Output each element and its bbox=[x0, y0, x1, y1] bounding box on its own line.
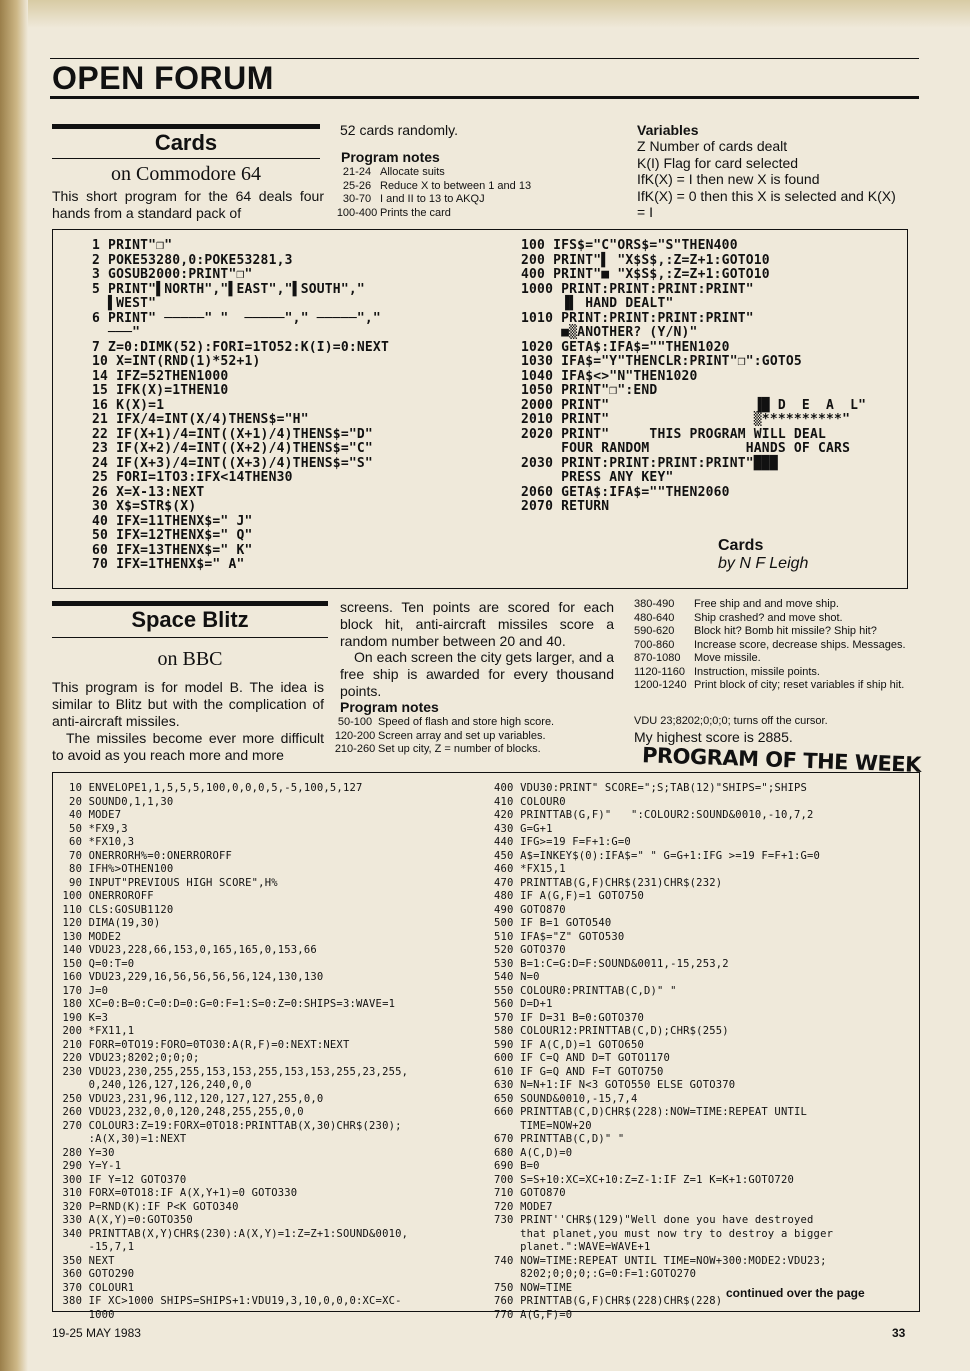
code-line: 150 Q=0:T=0 bbox=[56, 957, 135, 970]
program-note-row bbox=[332, 716, 628, 730]
code-line: 550 COLOUR0:PRINTTAB(C,D)" " bbox=[494, 984, 677, 997]
program-note-range: 480-640 bbox=[634, 611, 675, 624]
code-line: 660 PRINTTAB(C,D)CHR$(228):NOW=TIME:REPEAT UNTIL bbox=[494, 1106, 808, 1118]
code-line: 60 IFX=13THENX$=" K" bbox=[92, 542, 253, 558]
code-line: 200 PRINT"▌ "X$S$,:Z=Z+1:GOTO10 bbox=[521, 252, 770, 268]
code-line: 50 IFX=12THENX$=" Q" bbox=[92, 528, 253, 543]
code-line: 290 Y=Y-1 bbox=[56, 1160, 122, 1172]
code-line: 80 IFH%>OTHEN100 bbox=[56, 863, 174, 875]
program-note-desc: Reduce X to between 1 and 13 bbox=[380, 179, 532, 192]
code-line: 10 ENVELOPE1,1,5,5,5,100,0,0,0,5,-5,100,5,127 bbox=[56, 782, 363, 794]
code-line: 350 NEXT bbox=[56, 1254, 115, 1267]
code-line: 560 D=D+1 bbox=[494, 998, 553, 1010]
program-note-range: 1200-1240 bbox=[634, 679, 687, 691]
page-spine-shadow bbox=[0, 0, 28, 1371]
program-note-row bbox=[334, 193, 624, 207]
cards-credit-author: by N F Leigh bbox=[718, 555, 809, 572]
blitz-title-rule bbox=[52, 601, 328, 606]
code-line: 20 SOUND0,1,1,30 bbox=[56, 795, 174, 808]
code-line: 160 VDU23,229,16,56,56,56,56,124,130,130 bbox=[56, 971, 324, 983]
code-line: 440 IFG>=19 F=F+1:G=0 bbox=[494, 836, 631, 848]
code-line: 760 PRINTTAB(G,F)CHR$(228)CHR$(228) bbox=[494, 1295, 723, 1307]
code-line: 480 IF A(G,F)=1 GOTO750 bbox=[494, 890, 644, 902]
program-note-desc: Screen array and set up variables. bbox=[378, 729, 546, 742]
program-note-range: 590-620 bbox=[634, 625, 675, 637]
program-note-range: 700-860 bbox=[634, 638, 675, 651]
program-note-desc: Free ship and and move ship. bbox=[694, 598, 839, 610]
cards-code-left bbox=[92, 239, 389, 573]
program-note-desc: Allocate suits bbox=[380, 166, 445, 178]
code-line: 370 COLOUR1 bbox=[56, 1281, 135, 1294]
cards-subtitle: on Commodore 64 bbox=[111, 163, 261, 185]
cards-credit-title: Cards bbox=[718, 537, 764, 554]
code-line: 5 PRINT"▌NORTH","▌EAST","▌SOUTH"," bbox=[92, 281, 365, 297]
program-note-desc: Move missile. bbox=[694, 652, 761, 664]
cards-intro: This short program for the 64 deals four hands from a standard pack of bbox=[52, 188, 324, 221]
code-line: 470 PRINTTAB(G,F)CHR$(231)CHR$(232) bbox=[494, 876, 723, 889]
code-line: 400 PRINT"■ "X$S$,:Z=Z+1:GOTO10 bbox=[521, 267, 770, 282]
code-line: planet.":WAVE=WAVE+1 bbox=[494, 1241, 651, 1253]
code-line: 100 IFS$="C"ORS$="S"THEN400 bbox=[521, 238, 738, 253]
code-line: 600 IF C=Q AND D=T GOTO1170 bbox=[494, 1052, 671, 1064]
code-line: 690 B=0 bbox=[494, 1160, 540, 1172]
code-line: ▌WEST" bbox=[92, 296, 157, 311]
program-note-range: 1120-1160 bbox=[634, 665, 685, 678]
code-line: 1040 IFA$<>"N"THEN1020 bbox=[521, 368, 698, 384]
code-line: 25 FORI=1TO3:IFX<14THEN30 bbox=[92, 470, 293, 485]
blitz-middle-text-2: On each screen the city gets larger, and a free ship is awarded for every thousand points. bbox=[340, 649, 614, 699]
program-note-row bbox=[334, 166, 624, 180]
code-line: 190 K=3 bbox=[56, 1011, 109, 1024]
blitz-notes-mid-list bbox=[332, 716, 628, 757]
code-line: 2020 PRINT" THIS PROGRAM WILL DEAL bbox=[521, 426, 827, 442]
program-note-row bbox=[332, 730, 628, 744]
variable-line: IfK(X) = 0 then this X is selected and K(X) bbox=[637, 187, 896, 204]
program-of-the-week-banner: PROGRAM OF THE WEEK bbox=[641, 743, 922, 777]
program-note-desc: Ship crashed? and move shot. bbox=[694, 611, 843, 624]
blitz-intro: This program is for model B. The idea is similar to Blitz but with the complication of anti-aircraft missiles. bbox=[52, 679, 324, 729]
code-line: 2 POKE53280,0:POKE53281,3 bbox=[92, 252, 293, 268]
code-line: 520 GOTO370 bbox=[494, 944, 566, 956]
code-line: 40 IFX=11THENX$=" J" bbox=[92, 513, 253, 529]
program-note-range: 25-26 bbox=[342, 179, 372, 192]
code-line: 230 VDU23,230,255,255,153,153,255,153,153,255,23,255, bbox=[56, 1065, 409, 1078]
code-line: 8202;0;0;0;:G=0:F=1:GOTO270 bbox=[494, 1268, 697, 1280]
variable-line: IfK(X) = I then new X is found bbox=[637, 171, 820, 187]
cards-intro-continued: 52 cards randomly. bbox=[340, 122, 459, 138]
code-line: 2070 RETURN bbox=[521, 499, 610, 514]
code-line: 420 PRINTTAB(G,F)" ":COLOUR2:SOUND&0010,-10,7,2 bbox=[494, 809, 814, 821]
code-line: 570 IF D=31 B=0:GOTO370 bbox=[494, 1011, 644, 1024]
blitz-title-underline bbox=[52, 637, 328, 638]
code-line: 50 *FX9,3 bbox=[56, 822, 128, 835]
code-line: 2060 GETA$:IFA$=""THEN2060 bbox=[521, 484, 730, 500]
program-note-row bbox=[634, 625, 916, 639]
blitz-vdu-note: VDU 23;8202;0;0;0; turns off the cursor. bbox=[634, 715, 828, 727]
code-line: 26 X=X-13:NEXT bbox=[92, 484, 205, 500]
code-line: 2000 PRINT" ▐█ D E A L" bbox=[521, 397, 867, 413]
code-line: TIME=NOW+20 bbox=[494, 1119, 592, 1132]
code-line: 650 SOUND&0010,-15,7,4 bbox=[494, 1092, 638, 1105]
header-rule-bottom bbox=[50, 96, 919, 99]
program-note-row bbox=[634, 679, 916, 693]
section-title: OPEN FORUM bbox=[52, 60, 274, 96]
code-line: 510 IFA$="Z" GOTO530 bbox=[494, 930, 625, 943]
cards-title-underline bbox=[52, 158, 320, 159]
code-line: 1050 PRINT"❒":END bbox=[521, 383, 658, 398]
variable-line: Z Number of cards dealt bbox=[637, 138, 788, 154]
code-line: 260 VDU23,232,0,0,120,248,255,255,0,0 bbox=[56, 1106, 304, 1118]
code-line: 1000 PRINT:PRINT:PRINT:PRINT" bbox=[521, 281, 754, 297]
code-line: 770 A(G,F)=0 bbox=[494, 1308, 573, 1321]
code-line: 720 MODE7 bbox=[494, 1200, 553, 1213]
code-line: 24 IF(X+3)/4=INT((X+3)/4)THENS$="S" bbox=[92, 455, 373, 471]
code-line: 0,240,126,127,126,240,0,0 bbox=[56, 1079, 252, 1091]
code-line: 300 IF Y=12 GOTO370 bbox=[56, 1173, 187, 1186]
code-line: 310 FORX=0TO18:IF A(X,Y+1)=0 GOTO330 bbox=[56, 1187, 298, 1199]
blitz-notes-heading: Program notes bbox=[340, 699, 439, 715]
code-line: -15,7,1 bbox=[56, 1241, 135, 1253]
blitz-notes-right-list bbox=[634, 598, 916, 693]
code-line: 180 XC=0:B=0:C=0:D=0:G=0:F=1:S=0:Z=0:SHIPS=3:WAVE=1 bbox=[56, 998, 396, 1010]
code-line: 1 PRINT"❒" bbox=[92, 238, 173, 253]
code-line: 1010 PRINT:PRINT:PRINT:PRINT" bbox=[521, 310, 754, 326]
code-line: 23 IF(X+2)/4=INT((X+2)/4)THENS$="C" bbox=[92, 441, 373, 456]
code-line: 1020 GETA$:IFA$=""THEN1020 bbox=[521, 339, 730, 355]
code-line: FOUR RANDOM HANDS OF CARS bbox=[521, 441, 851, 456]
code-line: 590 IF A(C,D)=1 GOTO650 bbox=[494, 1038, 644, 1051]
program-note-range: 21-24 bbox=[342, 166, 372, 178]
blitz-middle-text: screens. Ten points are scored for each block hit, anti-aircraft missiles score a random number between 20 and 40. bbox=[340, 599, 614, 649]
program-note-row bbox=[334, 180, 624, 194]
code-line: 280 Y=30 bbox=[56, 1146, 115, 1159]
code-line: 60 *FX10,3 bbox=[56, 836, 135, 848]
code-line: 460 *FX15,1 bbox=[494, 863, 566, 875]
program-note-row bbox=[634, 666, 916, 680]
program-note-range: 50-100 bbox=[337, 716, 373, 728]
footer-date: 19-25 MAY 1983 bbox=[52, 1326, 141, 1340]
code-line: 450 A$=INKEY$(0):IFA$=" " G=G+1:IFG >=19 F=F+1:G=0 bbox=[494, 849, 821, 862]
program-note-desc: Set up city, Z = number of blocks. bbox=[378, 743, 541, 755]
code-line: 700 S=S+10:XC=XC+10:Z=Z-1:IF Z=1 K=K+1:GOTO720 bbox=[494, 1173, 794, 1186]
program-note-range: 380-490 bbox=[634, 598, 675, 610]
code-line: 740 NOW=TIME:REPEAT UNTIL TIME=NOW+300:MODE2:VDU23; bbox=[494, 1254, 827, 1267]
variable-line: K(I) Flag for card selected bbox=[637, 154, 799, 171]
code-line: 170 J=0 bbox=[56, 984, 109, 997]
footer-page-number: 33 bbox=[892, 1326, 906, 1340]
code-line: 340 PRINTTAB(X,Y)CHR$(230):A(X,Y)=1:Z=Z+1:SOUND&0010, bbox=[56, 1227, 409, 1240]
code-line: 6 PRINT" ─────" " ─────"," ─────"," bbox=[92, 310, 381, 326]
code-line: 410 COLOUR0 bbox=[494, 795, 566, 808]
code-line: 110 CLS:GOSUB1120 bbox=[56, 903, 174, 916]
program-note-desc: Block hit? Bomb hit missile? Ship hit? bbox=[694, 625, 877, 637]
code-line: 400 VDU30:PRINT" SCORE=";S;TAB(12)"SHIPS=";SHIPS bbox=[494, 782, 808, 794]
code-line: 14 IFZ=52THEN1000 bbox=[92, 368, 229, 384]
program-note-range: 210-260 bbox=[334, 743, 376, 755]
code-line: 490 GOTO870 bbox=[494, 903, 566, 916]
code-line: ▐▌ HAND DEALT" bbox=[521, 296, 674, 311]
code-line: 15 IFK(X)=1THEN10 bbox=[92, 383, 229, 398]
code-line: 530 B=1:C=G:D=F:SOUND&0011,-15,253,2 bbox=[494, 957, 729, 970]
program-note-desc: Speed of flash and store high score. bbox=[378, 716, 555, 728]
program-note-row bbox=[634, 639, 916, 653]
program-note-row bbox=[332, 743, 628, 757]
code-line: 21 IFX/4=INT(X/4)THENS$="H" bbox=[92, 412, 309, 427]
code-line: 120 DIMA(19,30) bbox=[56, 917, 161, 929]
code-line: 1030 IFA$="Y"THENCLR:PRINT"❒":GOTO5 bbox=[521, 354, 802, 369]
cards-title: Cards bbox=[154, 130, 218, 155]
program-note-range: 100-400 bbox=[336, 206, 378, 219]
program-note-desc: Print block of city; reset variables if ship hit. bbox=[694, 679, 905, 691]
code-line: 90 INPUT"PREVIOUS HIGH SCORE",H% bbox=[56, 876, 278, 889]
code-line: 2010 PRINT" ▒**********" bbox=[521, 412, 851, 427]
program-note-desc: Prints the card bbox=[380, 206, 451, 219]
code-line: PRESS ANY KEY" bbox=[521, 470, 674, 485]
program-note-range: 120-200 bbox=[334, 729, 376, 742]
code-line: ───" bbox=[92, 325, 141, 340]
cards-variables-heading: Variables bbox=[637, 122, 699, 138]
cards-code-right bbox=[521, 239, 866, 515]
program-note-range: 30-70 bbox=[342, 193, 372, 205]
page-top-edge bbox=[28, 0, 970, 28]
code-line: 7 Z=0:DIMK(52):FORI=1TO52:K(I)=0:NEXT bbox=[92, 339, 389, 355]
blitz-subtitle: on BBC bbox=[157, 648, 223, 670]
program-note-row bbox=[334, 207, 624, 221]
code-line: 2030 PRINT:PRINT:PRINT:PRINT"███ bbox=[521, 455, 778, 471]
code-line: 1000 bbox=[56, 1308, 115, 1321]
code-line: 730 PRINT''CHR$(129)"Well done you have destroyed bbox=[494, 1214, 814, 1226]
code-line: that planet,you must now try to destroy a bigger bbox=[494, 1227, 834, 1240]
code-line: 200 *FX11,1 bbox=[56, 1025, 135, 1037]
code-line: 430 G=G+1 bbox=[494, 822, 553, 835]
code-line: 610 IF G=Q AND F=T GOTO750 bbox=[494, 1065, 664, 1078]
program-note-row bbox=[634, 598, 916, 612]
program-note-row bbox=[634, 612, 916, 626]
code-line: 580 COLOUR12:PRINTTAB(C,D);CHR$(255) bbox=[494, 1025, 729, 1037]
code-line: 320 P=RND(K):IF P<K GOTO340 bbox=[56, 1200, 239, 1213]
cards-notes-list bbox=[334, 166, 624, 220]
code-line: :A(X,30)=1:NEXT bbox=[56, 1133, 187, 1145]
code-line: 540 N=0 bbox=[494, 971, 540, 983]
code-line: 710 GOTO870 bbox=[494, 1187, 566, 1199]
program-note-row bbox=[634, 652, 916, 666]
program-note-desc: I and II to 13 to AKQJ bbox=[380, 193, 485, 205]
blitz-title: Space Blitz bbox=[131, 607, 249, 632]
cards-variables-list bbox=[637, 138, 915, 221]
code-line: 22 IF(X+1)/4=INT((X+1)/4)THENS$="D" bbox=[92, 426, 373, 442]
code-line: 100 ONERROROFF bbox=[56, 890, 154, 902]
code-line: 70 IFX=1THENX$=" A" bbox=[92, 557, 245, 572]
code-line: 360 GOTO290 bbox=[56, 1268, 135, 1280]
code-line: 330 A(X,Y)=0:GOTO350 bbox=[56, 1214, 193, 1226]
code-line: 10 X=INT(RND(1)*52+1) bbox=[92, 354, 261, 369]
header-rule-top bbox=[50, 58, 919, 59]
blitz-high-score: My highest score is 2885. bbox=[634, 729, 793, 745]
code-line: 16 K(X)=1 bbox=[92, 397, 165, 413]
code-line: 30 X$=STR$(X) bbox=[92, 499, 197, 514]
code-line: 750 NOW=TIME bbox=[494, 1281, 573, 1294]
variable-line: = I bbox=[637, 204, 653, 220]
cards-notes-heading: Program notes bbox=[341, 149, 440, 165]
program-note-range: 870-1080 bbox=[634, 652, 681, 664]
code-line: 40 MODE7 bbox=[56, 809, 122, 821]
cards-title-rule bbox=[52, 124, 320, 129]
code-line: 130 MODE2 bbox=[56, 930, 122, 943]
blitz-continued: continued over the page bbox=[726, 1286, 865, 1300]
code-line: 3 GOSUB2000:PRINT"❒" bbox=[92, 267, 253, 282]
code-line: 270 COLOUR3:Z=19:FORX=0TO18:PRINTTAB(X,30)CHR$(230); bbox=[56, 1119, 402, 1132]
code-line: ■▒ANOTHER? (Y/N)" bbox=[521, 325, 698, 340]
blitz-intro-2: The missiles become ever more difficult to avoid as you reach more and more bbox=[52, 730, 324, 763]
code-line: 220 VDU23;8202;0;0;0; bbox=[56, 1052, 200, 1064]
code-line: 670 PRINTTAB(C,D)" " bbox=[494, 1133, 625, 1145]
code-line: 210 FORR=0TO19:FORO=0TO30:A(R,F)=0:NEXT:NEXT bbox=[56, 1038, 350, 1051]
code-line: 70 ONERRORH%=0:ONERROROFF bbox=[56, 849, 233, 862]
code-line: 630 N=N+1:IF N<3 GOTO550 ELSE GOTO370 bbox=[494, 1079, 736, 1091]
code-line: 140 VDU23,228,66,153,0,165,165,0,153,66 bbox=[56, 944, 317, 956]
code-line: 250 VDU23,231,96,112,120,127,127,255,0,0 bbox=[56, 1092, 324, 1105]
code-line: 500 IF B=1 GOTO540 bbox=[494, 917, 612, 929]
code-line: 680 A(C,D)=0 bbox=[494, 1146, 573, 1159]
blitz-code-left bbox=[56, 782, 408, 1322]
code-line: 380 IF XC>1000 SHIPS=SHIPS+1:VDU19,3,10,0,0,0:XC=XC- bbox=[56, 1295, 402, 1307]
program-note-desc: Instruction, missile points. bbox=[694, 665, 820, 678]
program-note-desc: Increase score, decrease ships. Messages. bbox=[694, 638, 906, 651]
blitz-code-right bbox=[494, 782, 833, 1322]
